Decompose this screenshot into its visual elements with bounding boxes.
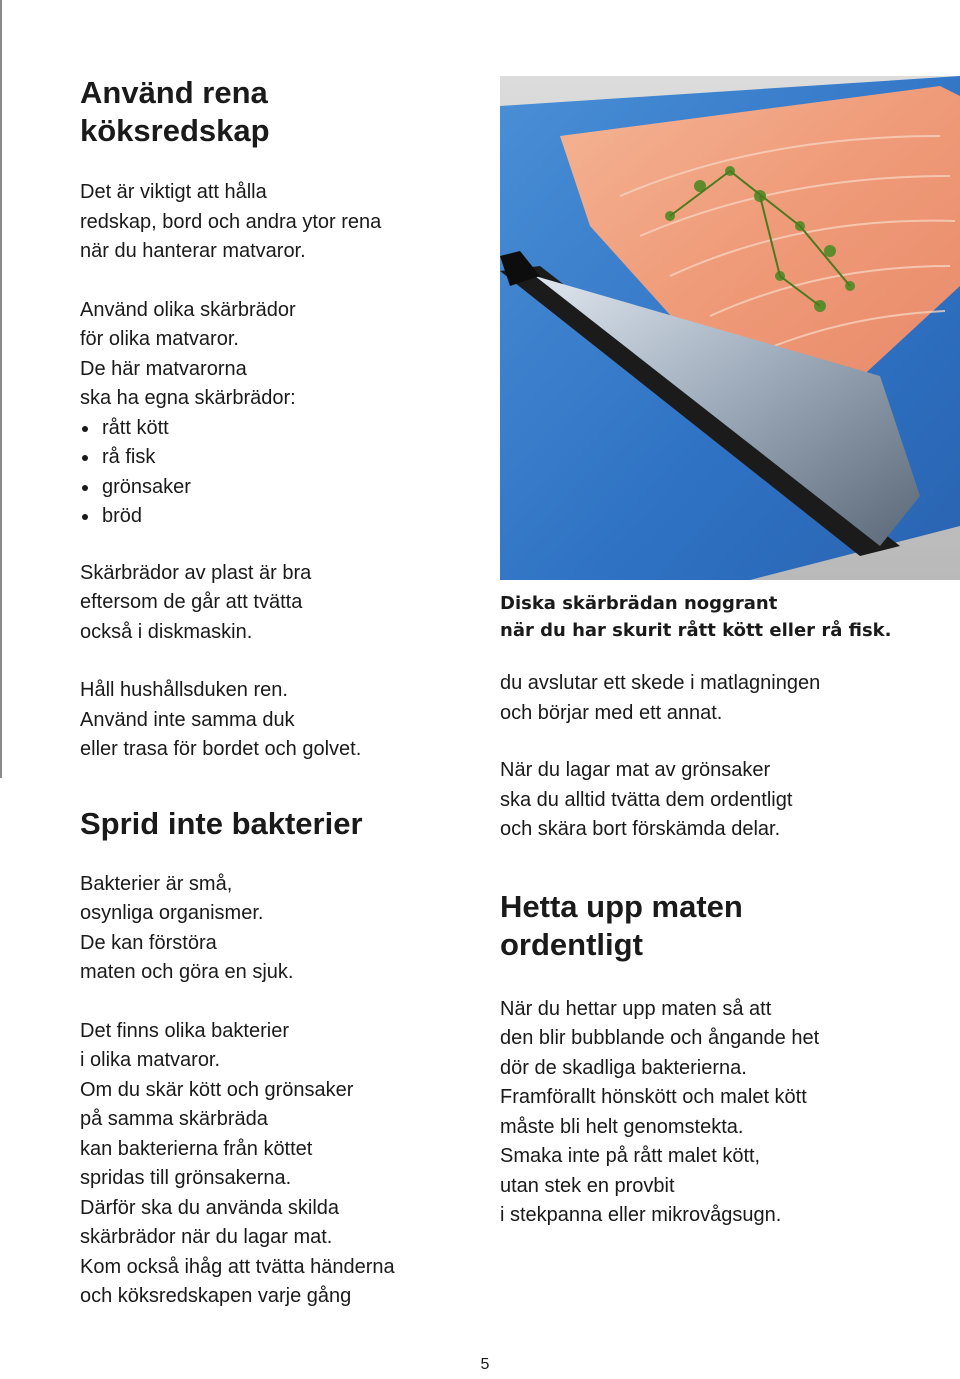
stage-paragraph: du avslutar ett skede i matlagningen och börjar med ett annat. xyxy=(500,672,821,724)
cutting-board-list xyxy=(80,414,480,532)
list-item: bröd xyxy=(80,502,480,532)
list-item: rå fisk xyxy=(80,443,480,473)
photo-caption: Diska skärbrädan noggrant när du har skurit rått kött eller rå fisk. xyxy=(500,593,892,641)
intro-paragraph: Det är viktigt att hålla redskap, bord och andra ytor rena när du hanterar matvaror. xyxy=(80,181,382,262)
right-column xyxy=(500,76,940,1231)
left-column xyxy=(80,74,480,1312)
heading-bacteria: Sprid inte bakterier xyxy=(80,805,363,841)
salmon-cutting-board-photo xyxy=(500,76,960,580)
list-item: rått kött xyxy=(80,414,480,444)
bacteria-paragraph: Bakterier är små, osynliga organismer. De kan förstöra maten och göra en sjuk. xyxy=(80,872,294,983)
list-item: grönsaker xyxy=(80,473,480,503)
heat-paragraph: När du hettar upp maten så att den blir bubblande och ångande het dör de skadliga bakterierna. Framförallt hönskött och malet kött måste bli helt genomstekta. Smaka inte på rått malet kött, utan stek en provbit i stekpanna eller mikrovågsugn. xyxy=(500,997,820,1226)
heading-clean-utensils: Använd rena köksredskap xyxy=(80,75,270,148)
heading-heat-food: Hetta upp maten ordentligt xyxy=(500,888,743,962)
cutting-boards-paragraph: Använd olika skärbrädor för olika matvaror. De här matvarorna ska ha egna skärbrädor: xyxy=(80,298,296,409)
bacteria-spread-paragraph: Det finns olika bakterier i olika matvaror. Om du skär kött och grönsaker på samma skärbräda kan bakterierna från köttet spridas till grönsakerna. Därför ska du använda skilda skärbrädor när du lagar mat. Kom också ihåg att tvätta händerna och köksredskapen varje gång xyxy=(80,1019,395,1307)
page-edge-line xyxy=(0,0,2,778)
plastic-boards-paragraph: Skärbrädor av plast är bra eftersom de går att tvätta också i diskmaskin. xyxy=(80,561,312,643)
page-number: 5 xyxy=(480,1356,490,1373)
dish-towel-paragraph: Håll hushållsduken ren. Använd inte samma duk eller trasa för bordet och golvet. xyxy=(80,679,362,760)
vegetables-paragraph: När du lagar mat av grönsaker ska du alltid tvätta dem ordentligt och skära bort förskämda delar. xyxy=(500,759,793,840)
